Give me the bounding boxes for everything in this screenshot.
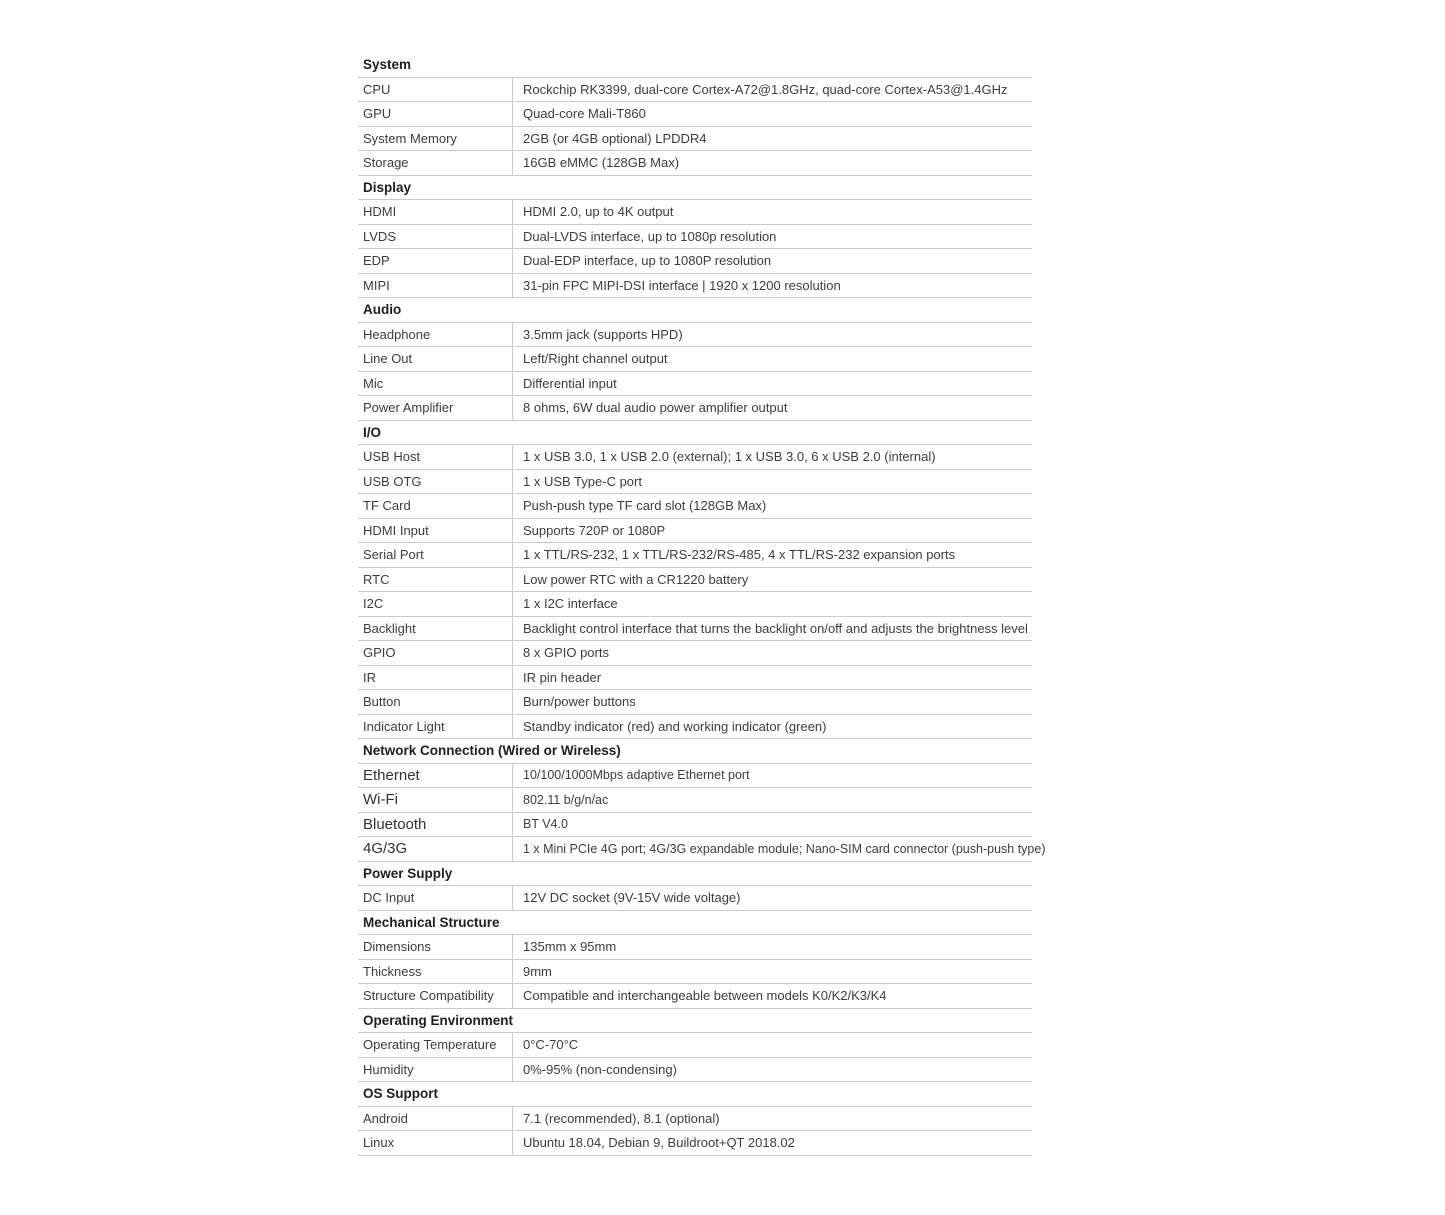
spec-value: IR pin header [512, 666, 1032, 690]
spec-label: LVDS [363, 228, 396, 244]
spec-value: 3.5mm jack (supports HPD) [512, 323, 1032, 347]
section-title: Display [358, 176, 1032, 201]
spec-value: Ubuntu 18.04, Debian 9, Buildroot+QT 2018.02 [512, 1131, 1032, 1155]
spec-row [358, 323, 1032, 348]
spec-row [358, 1107, 1032, 1132]
spec-label: HDMI Input [363, 522, 429, 538]
spec-value: 1 x TTL/RS-232, 1 x TTL/RS-232/RS-485, 4 x TTL/RS-232 expansion ports [512, 543, 1032, 567]
spec-label: Button [363, 694, 401, 710]
section-title: Operating Environment [358, 1009, 1032, 1034]
spec-row [358, 617, 1032, 642]
spec-value: Low power RTC with a CR1220 battery [512, 568, 1032, 592]
spec-label: Serial Port [363, 547, 424, 563]
spec-row [358, 494, 1032, 519]
spec-row [358, 984, 1032, 1009]
spec-value: 10/100/1000Mbps adaptive Ethernet port [512, 764, 1032, 788]
spec-label: EDP [363, 253, 390, 269]
spec-row [358, 274, 1032, 299]
spec-label: Line Out [363, 351, 413, 367]
spec-value: Push-push type TF card slot (128GB Max) [512, 494, 1032, 518]
spec-label: Power Amplifier [363, 400, 454, 416]
spec-row [358, 935, 1032, 960]
spec-value: 8 x GPIO ports [512, 641, 1032, 665]
spec-value: 135mm x 95mm [512, 935, 1032, 959]
spec-row [358, 372, 1032, 397]
spec-value: Burn/power buttons [512, 690, 1032, 714]
spec-label: I2C [363, 596, 384, 612]
spec-label: MIPI [363, 277, 390, 293]
spec-row [358, 249, 1032, 274]
spec-label: Operating Temperature [363, 1037, 497, 1053]
spec-row [358, 347, 1032, 372]
spec-label: Headphone [363, 326, 431, 342]
spec-row [358, 666, 1032, 691]
spec-row [358, 960, 1032, 985]
spec-value: BT V4.0 [512, 813, 1032, 837]
spec-label: CPU [363, 81, 391, 97]
spec-label: Android [363, 1110, 408, 1126]
spec-value: 16GB eMMC (128GB Max) [512, 151, 1032, 175]
spec-label: TF Card [363, 498, 411, 514]
spec-value: Dual-EDP interface, up to 1080P resolution [512, 249, 1032, 273]
spec-label: IR [363, 669, 376, 685]
spec-label: Mic [363, 375, 384, 391]
section-title: OS Support [358, 1082, 1032, 1107]
spec-row [358, 813, 1032, 838]
spec-row [358, 568, 1032, 593]
spec-value: Supports 720P or 1080P [512, 519, 1032, 543]
spec-value: 9mm [512, 960, 1032, 984]
spec-row [358, 715, 1032, 740]
spec-label: Indicator Light [363, 718, 445, 734]
spec-label: RTC [363, 571, 390, 587]
spec-row [358, 78, 1032, 103]
spec-row [358, 200, 1032, 225]
spec-label: Dimensions [363, 939, 431, 955]
spec-label: Humidity [363, 1061, 414, 1077]
spec-row [358, 690, 1032, 715]
spec-row [358, 1033, 1032, 1058]
spec-label: Ethernet [363, 766, 420, 784]
section-title: Audio [358, 298, 1032, 323]
spec-value: 31-pin FPC MIPI-DSI interface | 1920 x 1200 resolution [512, 274, 1032, 298]
spec-row [358, 396, 1032, 421]
spec-label: Backlight [363, 620, 416, 636]
spec-value: 2GB (or 4GB optional) LPDDR4 [512, 127, 1032, 151]
spec-row [358, 886, 1032, 911]
spec-row [358, 1131, 1032, 1156]
section-title: Power Supply [358, 862, 1032, 887]
spec-label: GPU [363, 106, 392, 122]
spec-row [358, 519, 1032, 544]
spec-row [358, 543, 1032, 568]
section-title: Network Connection (Wired or Wireless) [358, 739, 1032, 764]
spec-row [358, 470, 1032, 495]
spec-row [358, 127, 1032, 152]
spec-row [358, 788, 1032, 813]
spec-value: 0%-95% (non-condensing) [512, 1058, 1032, 1082]
spec-label: Bluetooth [363, 815, 427, 833]
spec-row [358, 764, 1032, 789]
spec-value: 1 x USB 3.0, 1 x USB 2.0 (external); 1 x USB 3.0, 6 x USB 2.0 (internal) [512, 445, 1032, 469]
spec-value: 12V DC socket (9V-15V wide voltage) [512, 886, 1032, 910]
spec-label: USB OTG [363, 473, 422, 489]
section-title: Mechanical Structure [358, 911, 1032, 936]
spec-value: 1 x I2C interface [512, 592, 1032, 616]
spec-label: 4G/3G [363, 840, 408, 858]
spec-value: Dual-LVDS interface, up to 1080p resolution [512, 225, 1032, 249]
spec-row [358, 225, 1032, 250]
spec-value: 1 x Mini PCIe 4G port; 4G/3G expandable module; Nano-SIM card connector (push-push type) [512, 837, 1046, 861]
spec-value: Left/Right channel output [512, 347, 1032, 371]
spec-row [358, 837, 1046, 862]
spec-value: Rockchip RK3399, dual-core Cortex-A72@1.8GHz, quad-core Cortex-A53@1.4GHz [512, 78, 1032, 102]
spec-value: HDMI 2.0, up to 4K output [512, 200, 1032, 224]
spec-label: USB Host [363, 449, 421, 465]
spec-row [358, 445, 1032, 470]
spec-label: Wi-Fi [363, 791, 398, 809]
spec-value: 802.11 b/g/n/ac [512, 788, 1032, 812]
spec-table [358, 53, 1046, 1156]
spec-label: GPIO [363, 645, 396, 661]
spec-row [358, 1058, 1032, 1083]
spec-value: 7.1 (recommended), 8.1 (optional) [512, 1107, 1032, 1131]
spec-label: Thickness [363, 963, 422, 979]
spec-label: Storage [363, 155, 409, 171]
spec-label: Linux [363, 1135, 395, 1151]
section-title: I/O [358, 421, 1032, 446]
spec-label: Structure Compatibility [363, 988, 494, 1004]
spec-value: 0°C-70°C [512, 1033, 1032, 1057]
spec-value: Quad-core Mali-T860 [512, 102, 1032, 126]
spec-value: 1 x USB Type-C port [512, 470, 1032, 494]
spec-label: DC Input [363, 890, 415, 906]
spec-row [358, 102, 1032, 127]
spec-label: HDMI [363, 204, 397, 220]
spec-row [358, 151, 1032, 176]
spec-value: Compatible and interchangeable between models K0/K2/K3/K4 [512, 984, 1032, 1008]
spec-value: 8 ohms, 6W dual audio power amplifier output [512, 396, 1032, 420]
spec-label: System Memory [363, 130, 457, 146]
spec-value: Backlight control interface that turns the backlight on/off and adjusts the brightness level [512, 617, 1032, 641]
spec-value: Differential input [512, 372, 1032, 396]
spec-row [358, 592, 1032, 617]
section-title: System [358, 53, 1032, 78]
spec-value: Standby indicator (red) and working indicator (green) [512, 715, 1032, 739]
spec-row [358, 641, 1032, 666]
